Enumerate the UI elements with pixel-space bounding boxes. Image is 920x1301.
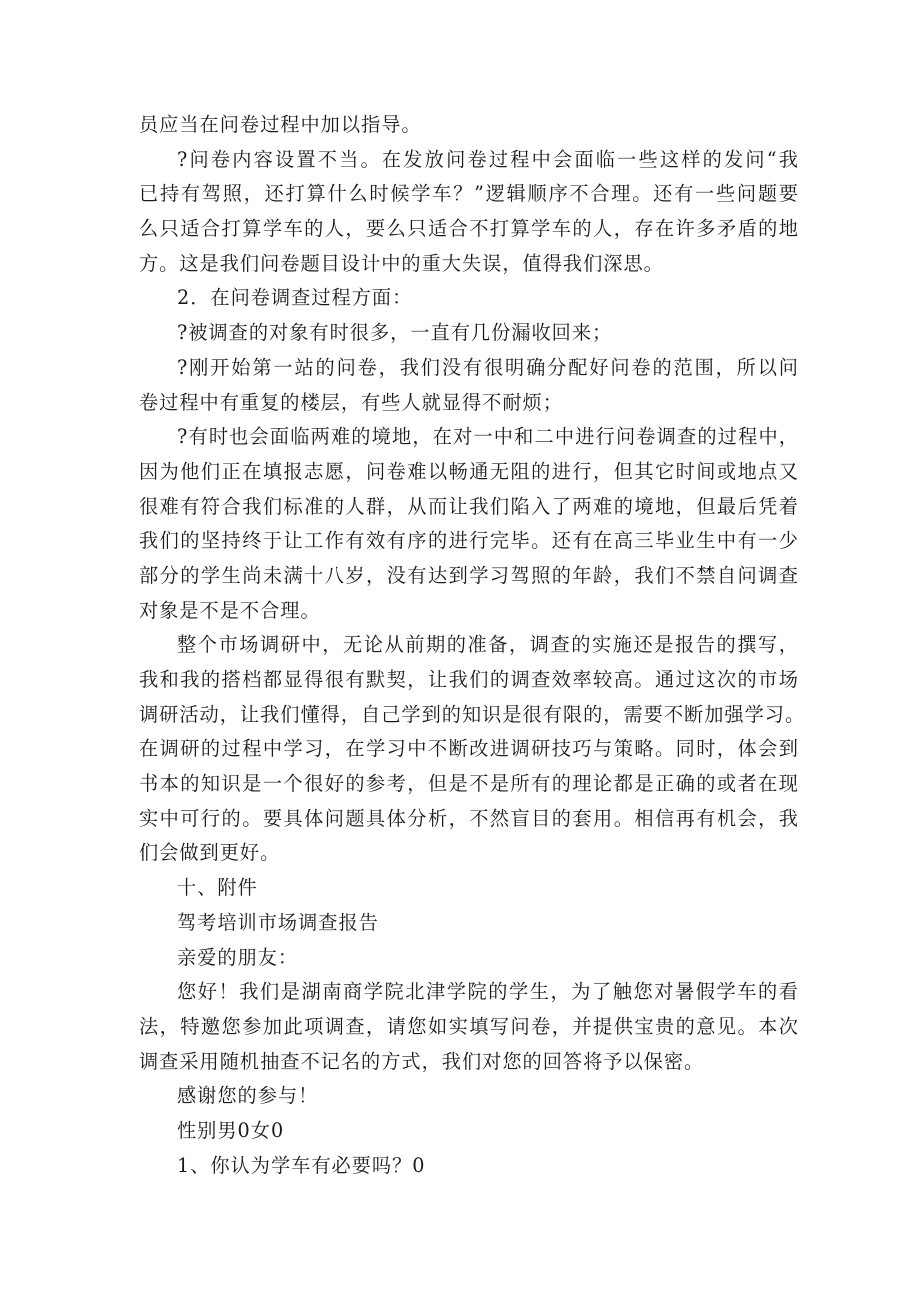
text-line: 已持有驾照，还打算什么时候学车？”逻辑顺序不合理。还有一些问题要 <box>139 182 799 206</box>
text-line: 法，特邀您参加此项调查，请您如实填写问卷，并提供宝贵的意见。本次 <box>139 1014 799 1038</box>
text-line: 亲爱的朋友： <box>177 945 299 969</box>
text-line: 性别男0女0 <box>177 1118 285 1142</box>
text-line: 们会做到更好。 <box>139 841 281 865</box>
text-line: 卷过程中有重复的楼层，有些人就显得不耐烦； <box>139 390 563 414</box>
text-line: 我和我的搭档都显得很有默契，让我们的调查效率较高。通过这次的市场 <box>139 668 799 691</box>
text-line: 整个市场调研中，无论从前期的准备，调查的实施还是报告的撰写， <box>177 633 799 657</box>
text-line: ?问卷内容设置不当。在发放问卷过程中会面临一些这样的发问“我 <box>177 147 799 171</box>
text-line: 在调研的过程中学习，在学习中不断改进调研技巧与策略。同时，体会到 <box>139 737 799 761</box>
text-line: 实中可行的。要具体问题具体分析，不然盲目的套用。相信再有机会，我 <box>139 806 799 830</box>
text-line: 1、你认为学车有必要吗？0 <box>177 1153 426 1177</box>
text-line: 方。这是我们问卷题目设计中的重大失误，值得我们深思。 <box>139 251 664 275</box>
text-line: ?刚开始第一站的问卷，我们没有很明确分配好问卷的范围，所以问 <box>177 355 799 379</box>
text-line: 感谢您的参与！ <box>177 1084 319 1108</box>
text-line: 因为他们正在填报志愿，问卷难以畅通无阻的进行，但其它时间或地点又 <box>139 459 799 483</box>
text-line: 我们的坚持终于让工作有效有序的进行完毕。还有在高三毕业生中有一少 <box>139 529 799 553</box>
text-line: 调查采用随机抽查不记名的方式，我们对您的回答将予以保密。 <box>139 1049 705 1073</box>
text-line: ?有时也会面临两难的境地，在对一中和二中进行问卷调查的过程中， <box>177 425 799 449</box>
text-line: 对象是不是不合理。 <box>139 598 321 622</box>
text-line: 很难有符合我们标准的人群，从而让我们陷入了两难的境地，但最后凭着 <box>139 494 799 518</box>
text-line: 部分的学生尚未满十八岁，没有达到学习驾照的年龄，我们不禁自问调查 <box>139 563 799 587</box>
document-page <box>139 108 806 1183</box>
text-line: 员应当在问卷过程中加以指导。 <box>139 113 422 136</box>
text-line: 十、附件 <box>177 876 258 900</box>
text-line: 书本的知识是一个很好的参考，但是不是所有的理论都是正确的或者在现 <box>139 772 799 796</box>
text-line: 2．在问卷调查过程方面： <box>177 286 413 310</box>
text-line: 驾考培训市场调查报告 <box>177 910 379 934</box>
text-line: 调研活动，让我们懂得，自己学到的知识是很有限的，需要不断加强学习。 <box>139 702 806 726</box>
text-line: 么只适合打算学车的人，要么只适合不打算学车的人，存在许多矛盾的地 <box>139 217 799 241</box>
text-line: 您好！我们是湖南商学院北津学院的学生，为了触您对暑假学车的看 <box>177 980 799 1004</box>
text-line: ?被调查的对象有时很多，一直有几份漏收回来； <box>177 321 613 345</box>
